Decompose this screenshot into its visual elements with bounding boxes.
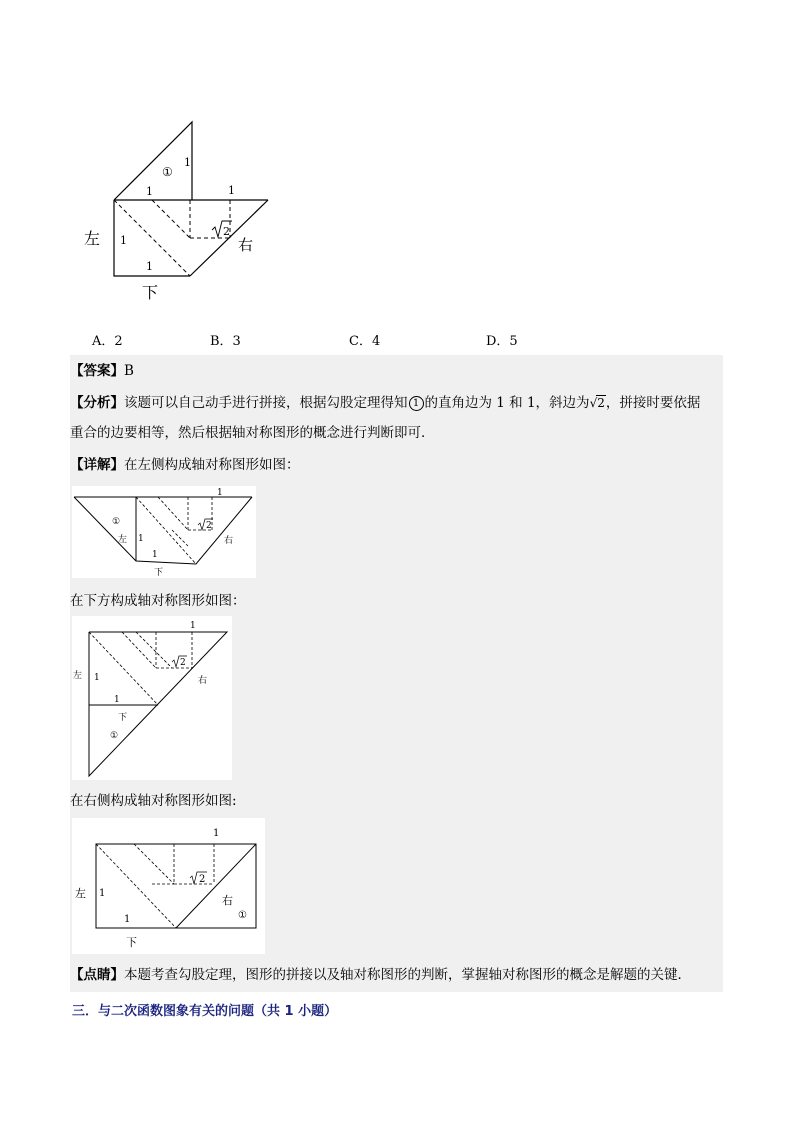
label-bottom: 下	[142, 283, 159, 302]
option-c[interactable]: C．4	[349, 334, 381, 349]
dash-inner-diagonal	[152, 200, 190, 238]
sqrt-expression: √2	[589, 396, 605, 410]
svg-text:下: 下	[118, 713, 128, 723]
svg-text:1: 1	[146, 260, 153, 273]
figure-below-symmetric	[72, 616, 232, 780]
svg-text:1: 1	[184, 156, 191, 169]
svg-text:2: 2	[223, 225, 230, 238]
svg-text:下: 下	[154, 568, 164, 578]
analysis-line-2: 重合的边要相等，然后根据轴对称图形的概念进行判断即可．	[70, 425, 435, 441]
svg-text:2: 2	[180, 658, 186, 668]
svg-text:右: 右	[224, 536, 234, 546]
figure-left-symmetric	[72, 486, 256, 578]
circle-one-icon: 1	[409, 396, 424, 411]
svg-text:1: 1	[228, 184, 235, 197]
svg-text:左: 左	[73, 671, 83, 681]
right-caption: 在右侧构成轴对称图形如图:	[70, 793, 237, 809]
svg-text:下: 下	[126, 936, 137, 949]
label-left: 左	[84, 229, 101, 248]
svg-text:1: 1	[120, 234, 127, 247]
svg-text:2: 2	[206, 521, 212, 531]
solution-panel	[70, 355, 723, 992]
svg-text:右: 右	[222, 894, 233, 907]
comment-line: 【点睛】本题考查勾股定理，图形的拼接以及轴对称图形的判断，掌握轴对称图形的概念是解题的关键．	[70, 967, 691, 983]
svg-text:2: 2	[199, 874, 206, 885]
label-right: 右	[238, 236, 254, 254]
svg-text:1: 1	[213, 828, 220, 839]
svg-text:左: 左	[75, 887, 86, 900]
svg-text:1: 1	[217, 488, 223, 498]
figure-right-symmetric	[72, 818, 265, 954]
section-heading: 三．与二次函数图象有关的问题（共 1 小题）	[72, 1004, 338, 1019]
top-triangle	[114, 122, 192, 200]
svg-text:①: ①	[110, 731, 119, 741]
svg-text:1: 1	[190, 621, 196, 631]
svg-text:1: 1	[146, 185, 153, 198]
option-b[interactable]: B．3	[210, 334, 241, 349]
answer-value: B	[124, 363, 134, 379]
svg-text:1: 1	[94, 673, 100, 683]
svg-text:右: 右	[198, 676, 208, 686]
svg-text:①: ①	[112, 517, 121, 527]
option-a[interactable]: A．2	[92, 334, 123, 349]
svg-text:左: 左	[118, 535, 128, 545]
answer-options	[92, 330, 592, 352]
svg-text:①: ①	[238, 910, 247, 921]
svg-text:1: 1	[124, 914, 131, 925]
detail-line: 【详解】在左侧构成轴对称图形如图：	[70, 457, 300, 473]
main-figure	[80, 118, 280, 308]
svg-text:1: 1	[138, 534, 144, 544]
svg-text:1: 1	[114, 695, 120, 705]
svg-text:1: 1	[99, 888, 106, 899]
svg-text:1: 1	[152, 550, 158, 560]
analysis-line-1: 【分析】该题可以自己动手进行拼接，根据勾股定理得知 1 的直角边为 1 和 1，斜边为√2，拼接时要依据	[70, 395, 701, 411]
answer-line: 【答案】B	[70, 363, 134, 379]
below-caption: 在下方构成轴对称图形如图：	[70, 593, 246, 609]
circle-one-label: ①	[162, 165, 173, 179]
option-d[interactable]: D．5	[486, 334, 518, 349]
